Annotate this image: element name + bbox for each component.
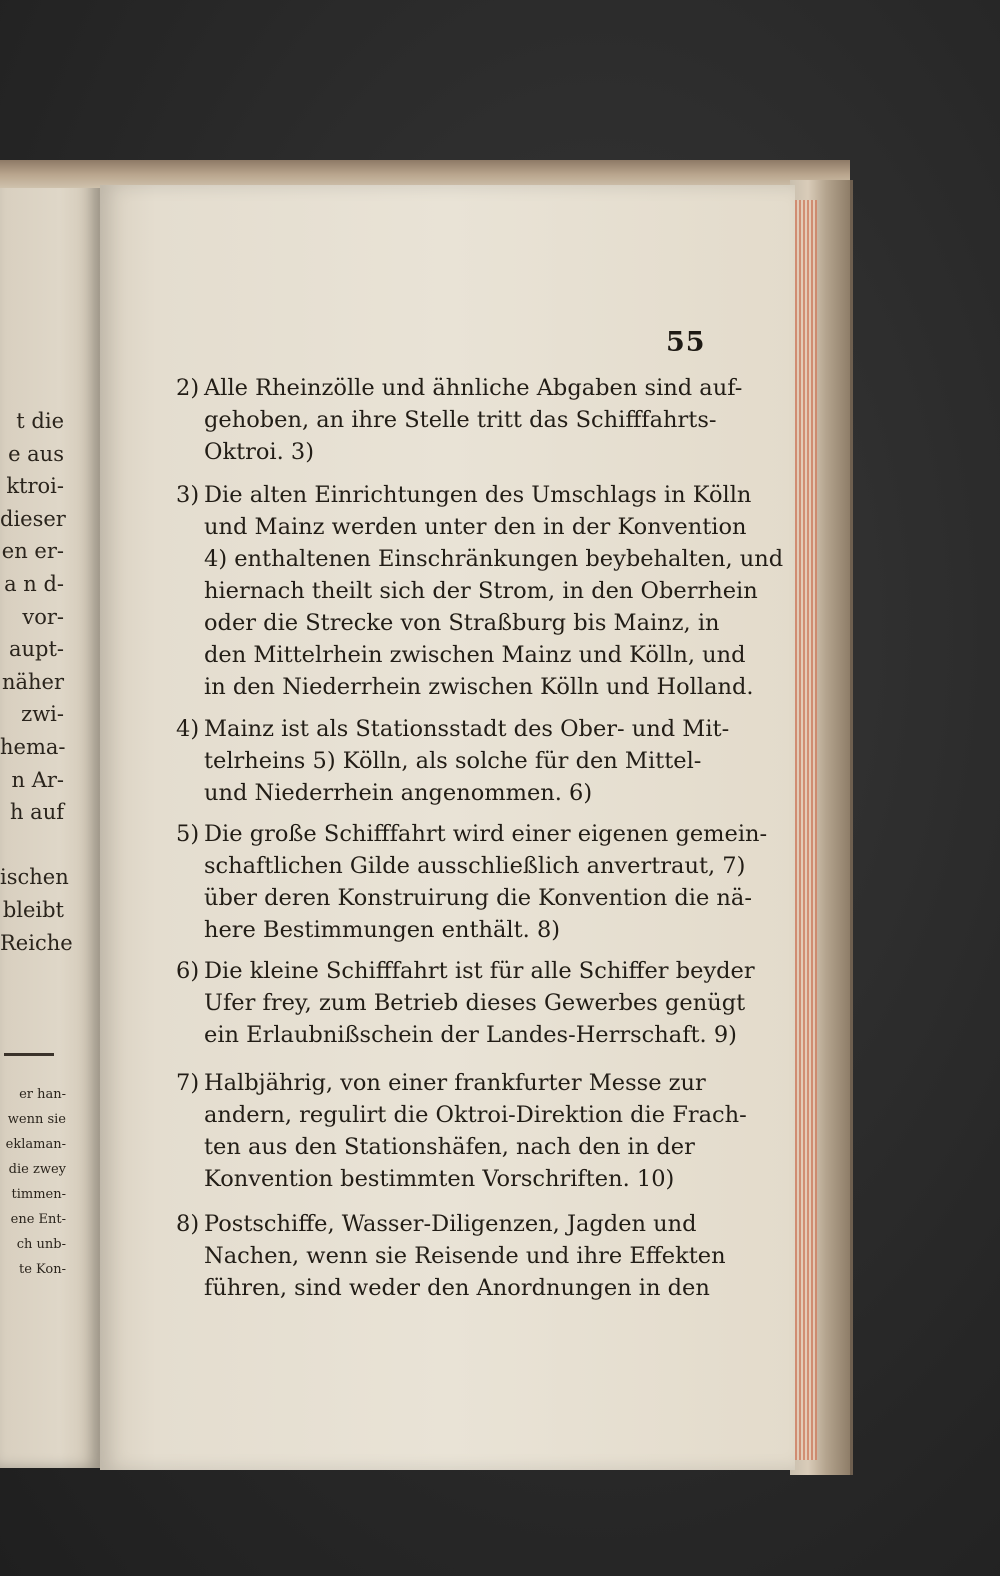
left-line: n Ar- [11,767,64,792]
left-note: die zwey [8,1162,66,1177]
entry-line: here Bestimmungen enthält. 8) [204,917,561,943]
left-line: Reiche [0,930,73,955]
entry-8 [176,1208,726,1304]
entry-2 [176,372,743,468]
entry-line: Halbjährig, von einer frankfurter Messe zur [204,1070,706,1096]
left-note: te Kon- [18,1262,66,1277]
left-note: er han- [19,1087,66,1102]
entry-number: 6) [176,958,200,984]
entry-4 [176,713,730,809]
left-line: näher [1,669,64,694]
left-note: timmen- [11,1187,66,1202]
book-top-edge [0,160,850,188]
left-line: aupt- [8,637,64,662]
entry-3 [176,479,784,703]
entry-line: gehoben, an ihre Stelle tritt das Schifffahrts- [204,407,717,433]
entry-line: 4) enthaltenen Einschränkungen beybehalten, und [204,546,784,572]
left-line: ktroi- [6,474,64,499]
entry-line: Konvention bestimmten Vorschriften. 10) [204,1166,675,1192]
page-edge-stripes [795,200,817,1460]
entry-7 [176,1067,747,1195]
left-line: bleibt [2,897,64,922]
left-page-text [0,405,100,959]
entry-line: schaftlichen Gilde ausschließlich anvertraut, 7) [204,853,746,879]
entry-number: 7) [176,1070,200,1096]
left-note: ch unb- [16,1237,66,1252]
entry-line: Die große Schifffahrt wird einer eigenen gemein- [204,821,768,847]
entry-line: ein Erlaubnißschein der Landes-Herrschaft. 9) [204,1022,737,1048]
entry-line: andern, regulirt die Oktroi-Direktion die Frach- [204,1102,747,1128]
left-line: hema- [0,734,66,759]
left-page-footnotes [0,1082,100,1282]
entry-line: über deren Konstruirung die Konvention die nä- [204,885,752,911]
footnote-divider [4,1053,54,1056]
entry-line: Postschiffe, Wasser-Diligenzen, Jagden und [204,1211,697,1237]
left-line: a n d- [4,571,64,596]
entry-6 [176,955,755,1051]
entry-number: 4) [176,716,200,742]
entry-line: Nachen, wenn sie Reisende und ihre Effekten [204,1243,726,1269]
page-number: 55 [666,327,706,358]
left-line: dieser [0,506,66,531]
entry-line: Mainz ist als Stationsstadt des Ober- und Mit- [204,716,730,742]
entry-line: Alle Rheinzölle und ähnliche Abgaben sind auf- [204,375,743,401]
left-line [0,829,100,862]
left-line: ischen [0,865,69,890]
left-note: ene Ent- [10,1212,66,1227]
entry-number: 5) [176,821,200,847]
entry-line: Ufer frey, zum Betrieb dieses Gewerbes genügt [204,990,746,1016]
left-line: zwi- [21,702,64,727]
entry-number: 3) [176,482,200,508]
left-line: vor- [22,604,64,629]
entry-line: oder die Strecke von Straßburg bis Mainz, in [204,610,720,636]
entry-line: den Mittelrhein zwischen Mainz und Kölln, und [204,642,746,668]
entry-line: telrheins 5) Kölln, als solche für den Mittel- [204,748,702,774]
entry-line: Oktroi. 3) [204,439,315,465]
entry-number: 2) [176,375,200,401]
left-page [0,168,100,1468]
left-line: t die [16,409,64,433]
left-line: h auf [9,800,64,825]
entry-line: Die kleine Schifffahrt ist für alle Schiffer beyder [204,958,755,984]
left-line: en er- [1,539,64,564]
entry-line: ten aus den Stationshäfen, nach den in der [204,1134,695,1160]
entry-line: und Mainz werden unter den in der Konvention [204,514,747,540]
left-note: wenn sie [7,1112,66,1127]
entry-line: hiernach theilt sich der Strom, in den Oberrhein [204,578,758,604]
entry-line: und Niederrhein angenommen. 6) [204,780,593,806]
entry-number: 8) [176,1211,200,1237]
entry-5 [176,818,768,946]
left-line: e aus [8,441,64,466]
entry-line: Die alten Einrichtungen des Umschlags in Kölln [204,482,752,508]
left-note: eklaman- [5,1137,66,1152]
entry-line: in den Niederrhein zwischen Kölln und Holland. [204,674,754,700]
entry-line: führen, sind weder den Anordnungen in den [204,1275,710,1301]
